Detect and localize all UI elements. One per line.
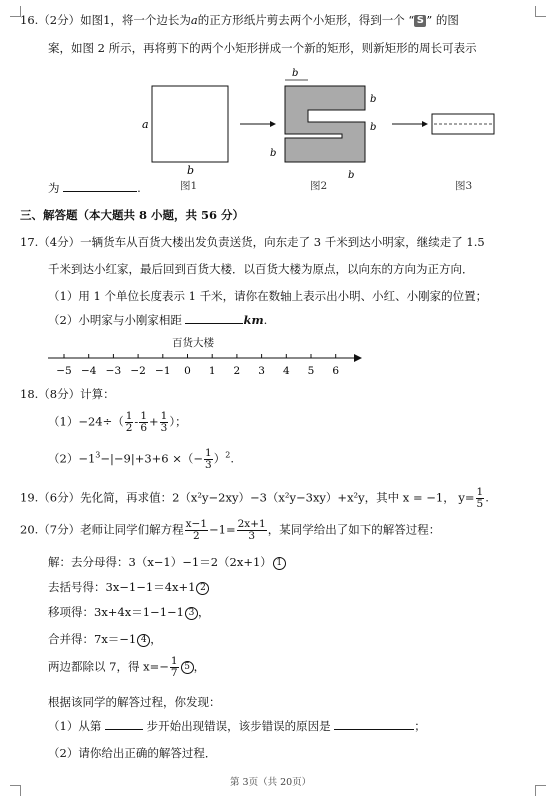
q20-step3	[48, 604, 209, 620]
number-line-tick-label: −4	[80, 365, 97, 377]
q18-p1-minus: -	[134, 414, 139, 429]
number-line-tick-label: 6	[332, 365, 340, 377]
fig2-b-right2: b	[370, 122, 377, 133]
q20-eq-mid: −1=	[209, 522, 236, 537]
q20-step2-text: 去括号得：3x−1−1＝4x+1	[48, 580, 196, 594]
q19-end: .	[485, 490, 489, 505]
number-line-tick-label: 3	[258, 365, 265, 377]
q20-sub2: （2）请你给出正确的解答过程．	[48, 746, 217, 760]
fig2-caption: 图2	[310, 180, 328, 192]
q17-sub2-end: .	[263, 313, 268, 327]
number-line-origin-label: 百货大楼	[172, 337, 214, 349]
q20-step3-end: ，	[197, 605, 210, 619]
q20-step5	[48, 656, 205, 679]
q17-sub1: （1）用 1 个单位长度表示 1 千米，请你在数轴上表示出小明、小红、小刚家的位置；	[48, 289, 488, 303]
q17-sub2-text: （2）小明家与小刚家相距	[48, 313, 182, 327]
number-line	[44, 348, 364, 382]
circled-number-4: 4	[137, 634, 150, 647]
number-line-tick-label: 5	[307, 365, 315, 377]
number-line-tick-label: 4	[282, 365, 290, 377]
number-line-tick-label: −5	[56, 365, 72, 377]
q19-line	[20, 487, 489, 510]
q18-p2-end: .	[230, 451, 234, 466]
s-shape-icon: S	[414, 15, 426, 27]
number-line-tick-label: −1	[155, 365, 171, 377]
number-line-arrow	[354, 354, 362, 362]
fig1-label-b: b	[187, 164, 195, 177]
q20-step1-text: 解：去分母得：3（x−1）−1＝2（2x+1）	[48, 555, 272, 569]
fig1-square	[152, 86, 228, 162]
fig3-caption: 图3	[455, 180, 473, 192]
q18-p1-suffix: ）；	[169, 414, 187, 429]
q17-sub2	[48, 312, 267, 328]
number-line-tick-label: −3	[105, 365, 122, 377]
q20-step4-text: 合并得：7x＝−1	[48, 632, 137, 646]
q18-part1	[48, 411, 187, 434]
q20-sub1-end: ；	[414, 719, 426, 733]
frac-1-2: $\frac{1}{2}$	[125, 410, 133, 435]
q20-reason-blank[interactable]	[334, 718, 414, 730]
fig1-caption: 图1	[180, 180, 198, 192]
circled-number-5: 5	[181, 661, 194, 674]
section-3-heading: 三、解答题（本大题共 8 小题，共 56 分）	[20, 208, 245, 222]
q17-unit: km	[243, 313, 264, 327]
arrow-1-head	[270, 121, 276, 127]
frac-x-1-2: $\frac{x-1}{2}$	[185, 518, 208, 543]
number-line-tick-label: −2	[130, 365, 146, 377]
q20-intro-b: ，某同学给出了如下的解答过程：	[267, 522, 441, 537]
q16-answer-end: .	[137, 181, 141, 195]
fig2-b-left: b	[270, 148, 277, 159]
number-line-tick-label: 2	[233, 365, 241, 377]
q18-p1-plus: +	[149, 414, 159, 429]
q16-text-b: 的正方形纸片剪去两个小矩形，得到一个 “	[197, 13, 415, 27]
q16-line1	[20, 12, 459, 28]
q20-step5-text: 两边都除以 7，得	[48, 659, 140, 674]
frac-1-3: $\frac{1}{3}$	[160, 410, 168, 435]
q20-intro-a: 20.（7分）老师让同学们解方程	[20, 522, 184, 537]
q20-step4-end: ，	[150, 632, 162, 646]
q18-part2	[48, 448, 234, 471]
frac-1-3-b: $\frac{1}{3}$	[205, 447, 212, 472]
q20-step1	[48, 554, 286, 570]
q16-text-a: 16.（2分）如图1，将一个边长为	[20, 13, 191, 27]
q20-sub1-a: （1）从第	[48, 719, 102, 733]
q20-step5-x: x=−	[143, 659, 169, 674]
q18-p2-mid: −|−9|+3+6 ×（−	[100, 451, 204, 466]
q17-line1: 17.（4分）一辆货车从百货大楼出发负责送货，向东走了 3 千米到达小明家，继续走了 1.5	[20, 235, 485, 249]
number-line-tick-label: 0	[184, 365, 191, 377]
q19-y: y=	[458, 490, 475, 505]
frac-1-5: $\frac{1}{5}$	[476, 486, 484, 511]
crop-mark-bottom-right	[535, 785, 546, 796]
fig2-s-shape	[285, 86, 365, 162]
frac-1-6: $\frac{1}{6}$	[140, 410, 147, 435]
q18-p2-exp: 3	[95, 450, 101, 460]
fig2-b-right1: b	[370, 94, 377, 105]
fig2-b-bottom: b	[348, 170, 355, 181]
q20-step5-end: ，	[193, 659, 206, 674]
q19-text: 19.（6分）先化简，再求值：2（x²y−2xy）−3（x²y−3xy）+x²y，其中 x = −1，	[20, 490, 455, 505]
crop-mark-bottom-left	[10, 785, 21, 796]
q20-find: 根据该同学的解答过程，你发现：	[48, 695, 221, 709]
circled-number-2: 2	[196, 582, 209, 595]
q20-step4	[48, 631, 162, 647]
frac-2x-1-3: $\frac{2x+1}{3}$	[237, 518, 266, 543]
q18-p2-suffix: ）	[213, 451, 226, 466]
crop-mark-top-right	[535, 6, 546, 17]
q17-distance-blank[interactable]	[185, 312, 243, 324]
q20-sub1-b: 步开始出现错误，该步错误的原因是	[146, 719, 331, 733]
q16-var-a: a	[190, 13, 198, 27]
page-footer: 第 3页（共 20页）	[230, 777, 312, 788]
number-line-tick-label: 1	[208, 365, 216, 377]
arrow-2-head	[422, 121, 428, 127]
q16-line2: 案，如图 2 所示，再将剪下的两个小矩形拼成一个新的矩形，则新矩形的周长可表示	[48, 41, 477, 55]
q18-p2-exp2: 2	[225, 450, 231, 460]
q20-intro	[20, 519, 440, 542]
q17-line2: 千米到达小红家，最后回到百货大楼．以百货大楼为原点，以向东的方向为正方向．	[48, 262, 474, 276]
q16-line3	[48, 180, 141, 196]
frac-1-7: $\frac{1}{7}$	[170, 655, 178, 680]
fig1-label-a: a	[142, 118, 149, 131]
q18-p2-prefix: （2）−1	[48, 451, 96, 466]
q16-text-c: ” 的图	[426, 13, 459, 27]
q20-step3-text: 移项得：3x+4x＝1−1−1	[48, 605, 184, 619]
q18-p1-prefix: （1）−24÷（	[48, 414, 124, 429]
q20-step-blank[interactable]	[105, 718, 143, 730]
q20-step2	[48, 579, 209, 595]
q18-title: 18.（8分）计算：	[20, 387, 115, 401]
q16-figures	[130, 62, 500, 194]
q16-answer-prefix: 为	[48, 181, 60, 195]
q20-sub1	[48, 718, 426, 734]
fig2-b-top: b	[292, 68, 299, 79]
q16-answer-blank[interactable]	[63, 180, 137, 192]
circled-number-1: 1	[273, 557, 286, 570]
circled-number-3: 3	[185, 607, 198, 620]
